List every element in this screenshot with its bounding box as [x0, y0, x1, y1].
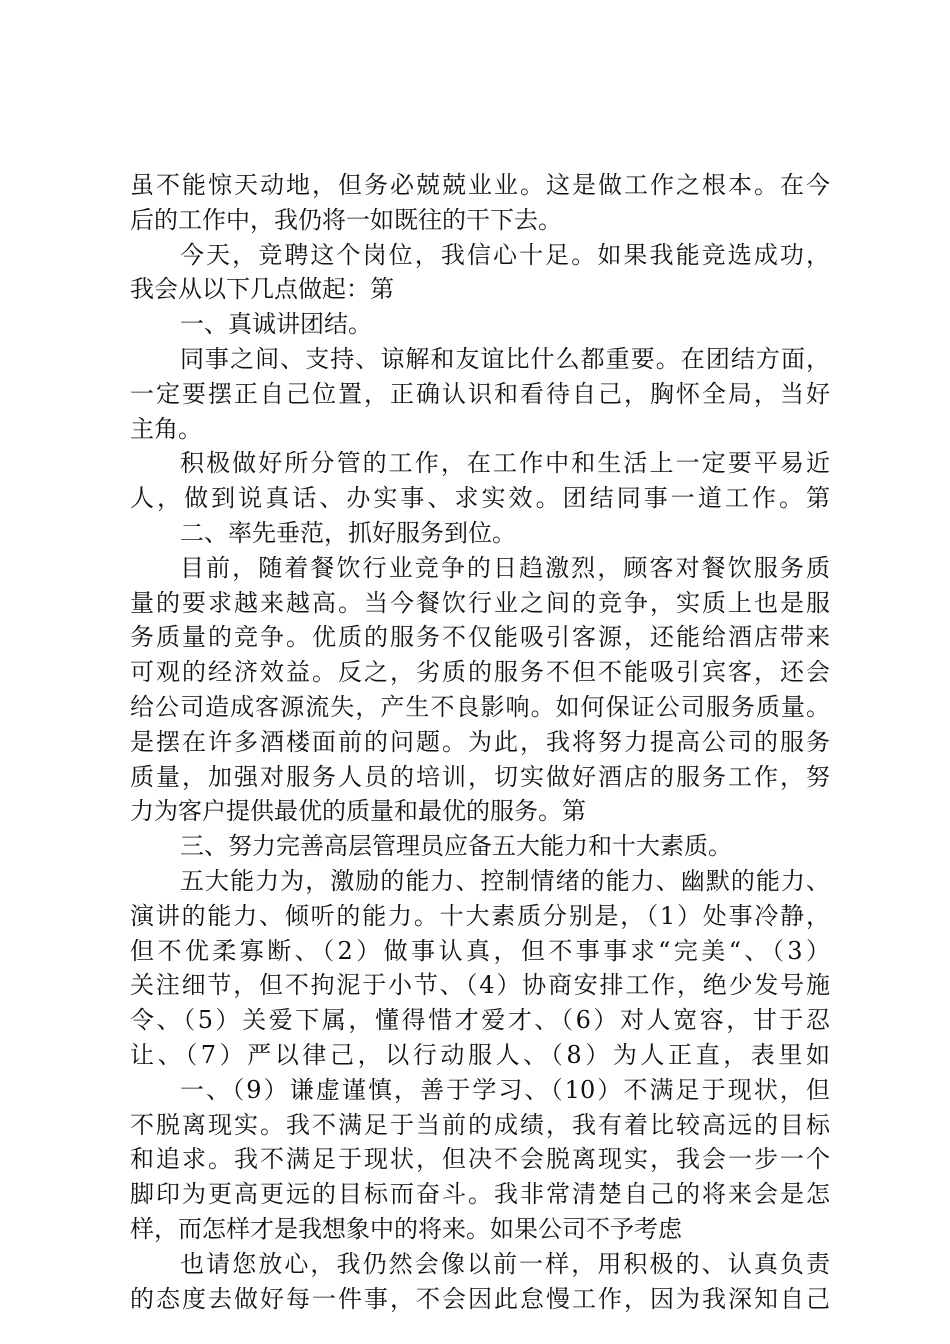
- text-line: 的态度去做好每一件事，不会因此怠慢工作，因为我深知自己: [130, 1284, 830, 1313]
- text-line: 也请您放心，我仍然会像以前一样，用积极的、认真负责: [180, 1249, 830, 1278]
- text-line: 我会从以下几点做起：第: [130, 275, 394, 304]
- text-line: 但不优柔寡断、（2）做事认真，但不事事求“完美“、（3）: [130, 936, 830, 965]
- text-line: 主角。: [130, 414, 202, 443]
- text-line: 今天，竞聘这个岗位，我信心十足。如果我能竞选成功，: [180, 240, 830, 269]
- text-line: 一定要摆正自己位置，正确认识和看待自己，胸怀全局，当好: [130, 379, 830, 408]
- document-body: [130, 168, 830, 1316]
- section-heading: 二、率先垂范，抓好服务到位。: [180, 518, 516, 547]
- text-line: 给公司造成客源流失，产生不良影响。如何保证公司服务质量。: [130, 692, 830, 721]
- text-line: 可观的经济效益。反之，劣质的服务不但不能吸引宾客，还会: [130, 658, 830, 687]
- text-line: 后的工作中，我仍将一如既往的干下去。: [130, 205, 562, 234]
- text-line: 目前，随着餐饮行业竞争的日趋激烈，顾客对餐饮服务质: [180, 553, 830, 582]
- text-line: 人，做到说真话、办实事、求实效。团结同事一道工作。第: [130, 484, 830, 513]
- section-heading: 一、真诚讲团结。: [180, 310, 372, 339]
- text-line: 是摆在许多酒楼面前的问题。为此，我将努力提高公司的服务: [130, 727, 830, 756]
- text-line: 一、（9）谦虚谨慎，善于学习、（10）不满足于现状，但: [180, 1075, 830, 1104]
- text-line: 样，而怎样才是我想象中的将来。如果公司不予考虑: [130, 1214, 682, 1243]
- text-line: 积极做好所分管的工作，在工作中和生活上一定要平易近: [180, 449, 830, 478]
- text-line: 同事之间、支持、谅解和友谊比什么都重要。在团结方面，: [180, 344, 830, 373]
- text-line: 五大能力为，激励的能力、控制情绪的能力、幽默的能力、: [180, 866, 830, 895]
- text-line: 量的要求越来越高。当今餐饮行业之间的竞争，实质上也是服: [130, 588, 830, 617]
- text-line: 不脱离现实。我不满足于当前的成绩，我有着比较高远的目标: [130, 1110, 830, 1139]
- text-line: 关注细节，但不拘泥于小节、（4）协商安排工作，绝少发号施: [130, 971, 830, 1000]
- text-line: 和追求。我不满足于现状，但决不会脱离现实，我会一步一个: [130, 1145, 830, 1174]
- text-line: 质量，加强对服务人员的培训，切实做好酒店的服务工作，努: [130, 762, 830, 791]
- text-line: 虽不能惊天动地，但务必兢兢业业。这是做工作之根本。在今: [130, 171, 830, 199]
- text-line: 脚印为更高更远的目标而奋斗。我非常清楚自己的将来会是怎: [130, 1180, 830, 1209]
- text-line: 力为客户提供最优的质量和最优的服务。第: [130, 797, 586, 826]
- text-line: 演讲的能力、倾听的能力。十大素质分别是，（1）处事冷静，: [130, 901, 830, 930]
- text-line: 务质量的竞争。优质的服务不仅能吸引客源，还能给酒店带来: [130, 623, 830, 652]
- text-line: 令、（5）关爱下属，懂得惜才爱才、（6）对人宽容，甘于忍: [130, 1006, 830, 1035]
- text-line: 让、（7）严以律己，以行动服人、（8）为人正直，表里如: [130, 1040, 830, 1069]
- section-heading: 三、努力完善高层管理员应备五大能力和十大素质。: [180, 832, 732, 861]
